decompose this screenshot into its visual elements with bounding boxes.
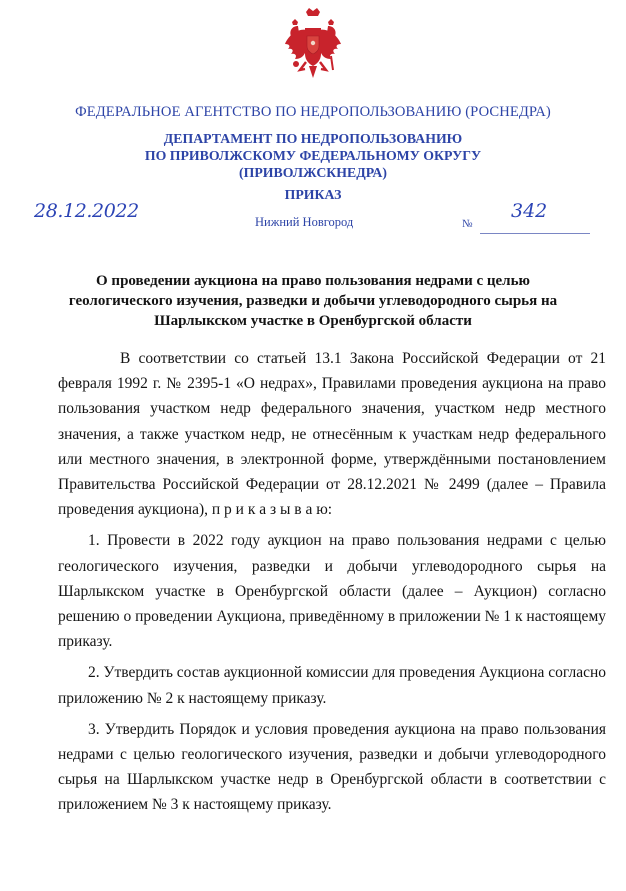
issue-city: Нижний Новгород [255, 215, 354, 229]
title-line: геологического изучения, разведки и добычи углеводородного сырья на [68, 293, 558, 309]
order-body [58, 346, 606, 824]
number-underline [480, 233, 590, 234]
handwritten-number: 342 [511, 200, 548, 222]
order-item-1: 1. Провести в 2022 году аукцион на право пользования недрами с целью геологического изучения, разведки и добычи углеводородного сырья на Шарлыкском участке в Оренбургской области (далее – Аукцион) согласно решению о проведении Аукциона, приведённому в приложении № 1 к настоящему приказу. [58, 532, 606, 651]
document-type: ПРИКАЗ [284, 187, 342, 202]
coat-of-arms-icon [282, 6, 344, 84]
department-line: ДЕПАРТАМЕНТ ПО НЕДРОПОЛЬЗОВАНИЮ [163, 131, 463, 146]
preamble-paragraph: В соответствии со статьей 13.1 Закона Российской Федерации от 21 февраля 1992 г. № 2395-1 «О недрах», Правилами проведения аукциона на право пользования участком недр федерального значения, участком недр местного значения, а также участком недр, не отнесённым к участкам недр федерального или местного значения, в электронной форме, утверждёнными постановлением Правительства Российской Федерации от 28.12.2021 № 2499 (далее – Правила проведения аукциона), п р и к а з ы в а ю: [58, 350, 606, 519]
department-line: ПО ПРИВОЛЖСКОМУ ФЕДЕРАЛЬНОМУ ОКРУГУ [144, 148, 482, 163]
agency-name: ФЕДЕРАЛЬНОЕ АГЕНТСТВО ПО НЕДРОПОЛЬЗОВАНИЮ (РОСНЕДРА) [75, 104, 551, 120]
title-line: О проведении аукциона на право пользования недрами с целью [96, 273, 530, 289]
department-line: (ПРИВОЛЖСКНЕДРА) [239, 165, 387, 180]
department-name [0, 130, 626, 181]
number-label: № [462, 218, 473, 230]
order-title [60, 271, 566, 331]
order-item-2: 2. Утвердить состав аукционной комиссии для проведения Аукциона согласно приложению № 2 к настоящему приказу. [58, 664, 606, 707]
handwritten-date: 28.12.2022 [34, 200, 139, 222]
order-item-3: 3. Утвердить Порядок и условия проведения аукциона на право пользования недрами с целью геологического изучения, разведки и добычи углеводородного сырья на Шарлыкском участке недр в Оренбургской области в соответствии с приложением № 3 к настоящему приказу. [58, 720, 606, 814]
title-line: Шарлыкском участке в Оренбургской области [154, 313, 472, 329]
